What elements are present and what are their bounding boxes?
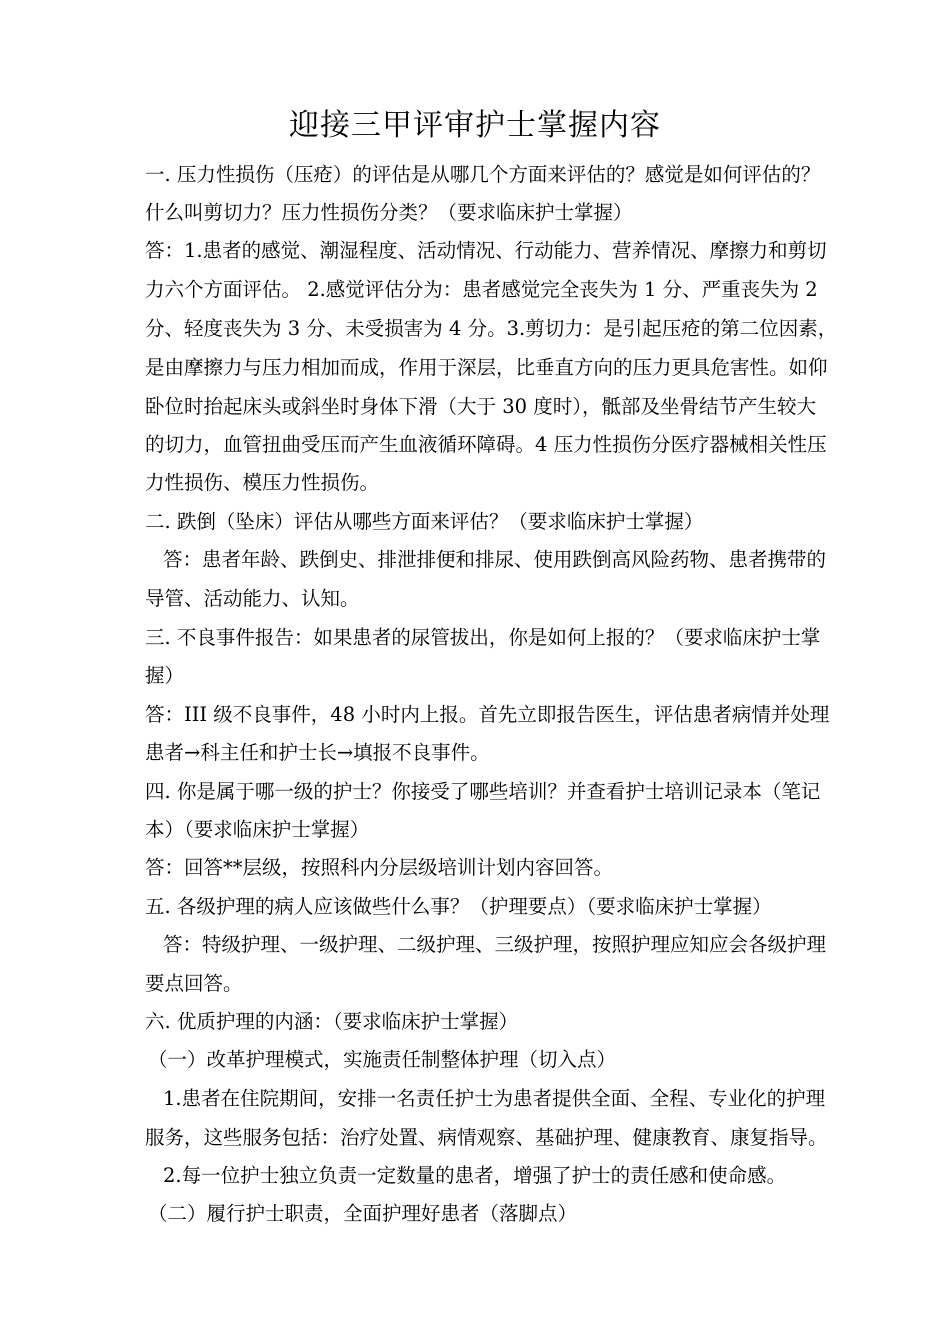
q3-answer-line-1: 答：III 级不良事件，48 小时内上报。首先立即报告医生，评估患者病情并处理 [145,703,830,726]
q6-item-1-line-2: 服务，这些服务包括：治疗处置、病情观察、基础护理、健康教育、康复指导。 [145,1126,828,1149]
q6-item-2-line: 2.每一位护士独立负责一定数量的患者，增强了护士的责任感和使命感。 [163,1164,787,1187]
q3-question-line-2: 握） [145,664,185,687]
document-title: 迎接三甲评审护士掌握内容 [289,108,661,143]
q3-answer-line-2: 患者→科主任和护士长→填报不良事件。 [145,741,490,764]
q5-answer-line-1: 答：特级护理、一级护理、二级护理、三级护理，按照护理应知应会各级护理 [163,933,827,956]
q6-question-line: 六. 优质护理的内涵：（要求临床护士掌握） [145,1010,519,1033]
q6-subheading-1: （一）改革护理模式，实施责任制整体护理（切入点） [148,1048,617,1071]
q1-question-line-1: 一. 压力性损伤（压疮）的评估是从哪几个方面来评估的？感觉是如何评估的？ [145,163,821,186]
q4-question-line-1: 四. 你是属于哪一级的护士？你接受了哪些培训？并查看护士培训记录本（笔记 [145,780,821,803]
q5-answer-line-2: 要点回答。 [145,972,243,995]
q2-answer-line-2: 导管、活动能力、认知。 [145,587,360,610]
q4-question-line-2: 本）（要求临床护士掌握） [145,818,370,841]
q6-item-1-line-1: 1.患者在住院期间，安排一名责任护士为患者提供全面、全程、专业化的护理 [163,1087,826,1110]
q6-subheading-2: （二）履行护士职责，全面护理好患者（落脚点） [148,1202,578,1225]
q5-question-line: 五. 各级护理的病人应该做些什么事？（护理要点）（要求临床护士掌握） [145,895,772,918]
q1-answer-line-4: 是由摩擦力与压力相加而成，作用于深层，比垂直方向的压力更具危害性。如仰 [145,356,828,379]
q2-answer-line-1: 答：患者年龄、跌倒史、排泄排便和排尿、使用跌倒高风险药物、患者携带的 [163,548,827,571]
q3-question-line-1: 三. 不良事件报告：如果患者的尿管拔出，你是如何上报的？（要求临床护士掌 [145,626,821,649]
q2-question-line: 二. 跌倒（坠床）评估从哪些方面来评估？（要求临床护士掌握） [145,510,704,533]
q1-answer-line-7: 力性损伤、模压力性损伤。 [145,471,380,494]
q4-answer-line: 答：回答**层级，按照科内分层级培训计划内容回答。 [145,856,614,879]
q1-answer-line-5: 卧位时抬起床头或斜坐时身体下滑（大于 30 度时），骶部及坐骨结节产生较大 [145,395,816,418]
q1-answer-line-3: 分、轻度丧失为 3 分、未受损害为 4 分。3.剪切力：是引起压疮的第二位因素， [145,317,838,340]
q1-answer-line-1: 答：1.患者的感觉、潮湿程度、活动情况、行动能力、营养情况、摩擦力和剪切 [145,239,827,262]
q1-answer-line-6: 的切力，血管扭曲受压而产生血液循环障碍。4 压力性损伤分医疗器械相关性压 [145,433,827,456]
q1-question-line-2: 什么叫剪切力？压力性损伤分类？（要求临床护士掌握） [145,201,633,224]
q1-answer-line-2: 力六个方面评估。 2.感觉评估分为：患者感觉完全丧失为 1 分、严重丧失为 2 [145,278,818,301]
